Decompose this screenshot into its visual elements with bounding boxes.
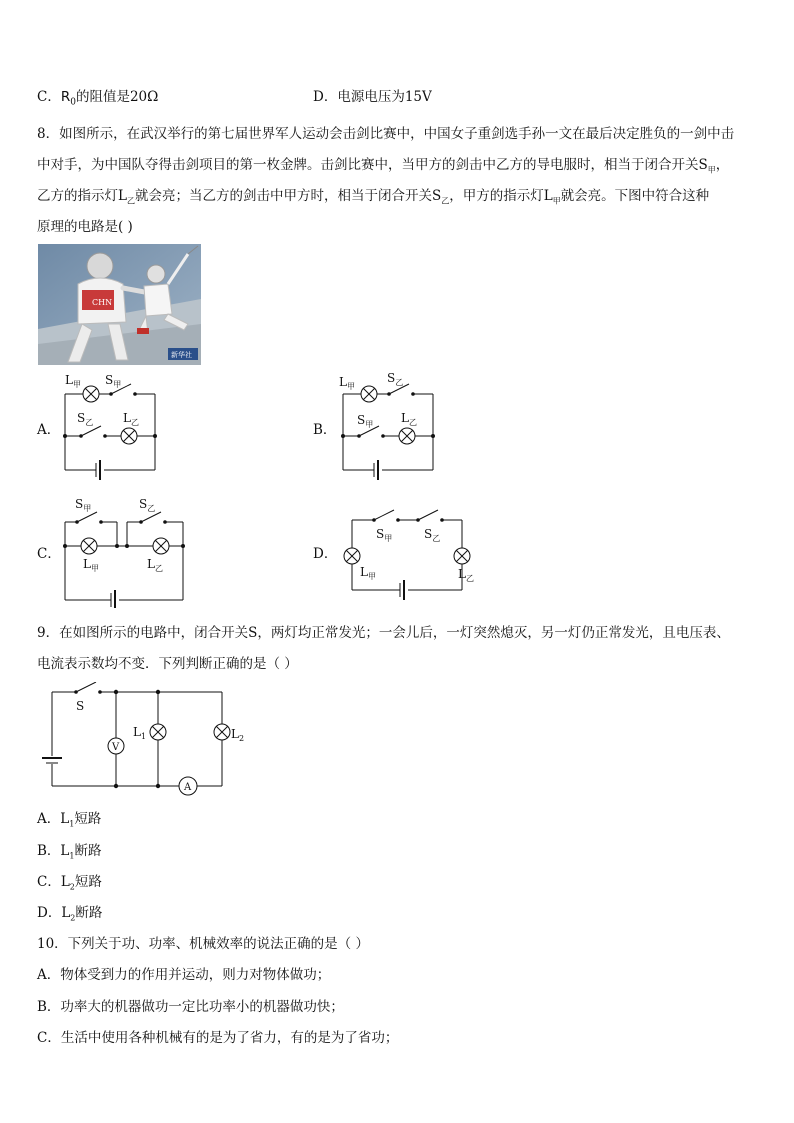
q10-stem: 10．下列关于功、功率、机械效率的说法正确的是（ ） [37,936,369,952]
q8-option-b-label[interactable]: B． [313,422,337,438]
q9-circuit [38,682,258,798]
b-switch1-label: $S_乙$ [387,371,404,387]
q10-option-c[interactable]: C．生活中使用各种机械有的是为了省力，有的是为了省功； [37,1030,399,1046]
a-lamp1-label: $L_甲$ [65,373,81,389]
d-lamp1-label: $L_甲$ [360,565,376,581]
q9-l2-label: $L_2$ [231,727,245,743]
q9-option-c[interactable]: C．$L_2$短路 [37,874,102,892]
q9-option-b[interactable]: B．$L_1$断路 [37,843,102,861]
c-switch2-label: $S_乙$ [139,497,156,513]
q9-option-a[interactable]: A．$L_1$短路 [37,811,102,829]
b-lamp1-label: $L_甲$ [339,375,355,391]
photo-watermark: 新华社 [171,351,192,359]
q8-stem-line3: 乙方的指示灯$L_乙$就会亮；当乙方的剑击中甲方时，相当于闭合开关$S_乙$，甲方的指示灯$L_甲$就会亮。下图中符合这种 [37,188,710,206]
b-switch2-label: $S_甲$ [357,413,374,429]
voltmeter-symbol: V [112,742,120,753]
q10-option-a[interactable]: A．物体受到力的作用并运动，则力对物体做功； [37,967,331,983]
q10-option-b[interactable]: B．功率大的机器做功一定比功率小的机器做功快； [37,999,344,1015]
q7-option-d: D．电源电压为15V [313,89,432,105]
q9-option-d[interactable]: D．$L_2$断路 [37,905,103,923]
c-lamp2-label: $L_乙$ [147,557,163,573]
q8-stem-line1: 8．如图所示，在武汉举行的第七届世界军人运动会击剑比赛中，中国女子重剑选手孙一文在最后决定胜负的一剑中击 [37,126,735,142]
c-switch1-label: $S_甲$ [75,497,92,513]
a-switch2-label: $S_乙$ [77,411,94,427]
d-switch2-label: $S_乙$ [424,527,441,543]
a-switch1-label: $S_甲$ [105,373,122,389]
q9-stem-line1: 9．在如图所示的电路中，闭合开关S，两灯均正常发光；一会儿后，一灯突然熄灭，另一灯仍正常发光，且电压表、 [37,625,730,641]
a-lamp2-label: $L_乙$ [123,411,139,427]
bib-text: CHN [92,298,113,307]
q7-option-c: C．$R_0$的阻值是20Ω [37,89,159,108]
q8-stem-line2: 中对手，为中国队夺得击剑项目的第一枚金牌。击剑比赛中，当甲方的剑击中乙方的导电服时，相当于闭合开关$S_甲$， [37,157,730,175]
q8-circuit-a [55,368,165,486]
d-switch1-label: $S_甲$ [376,527,393,543]
c-lamp1-label: $L_甲$ [83,557,99,573]
q8-option-c-label[interactable]: C． [37,546,61,562]
q8-stem-line4: 原理的电路是( ) [37,219,133,235]
fencing-photo [38,244,201,365]
q8-circuit-c [55,494,195,608]
q8-option-d-label[interactable]: D． [313,546,338,562]
q8-circuit-b [333,368,443,486]
q8-option-a-label[interactable]: A． [37,422,61,438]
q9-l1-label: $L_1$ [133,725,147,741]
ammeter-symbol: A [184,782,192,793]
q9-switch-label: S [76,699,85,713]
b-lamp2-label: $L_乙$ [401,411,417,427]
q8-circuit-d [338,500,488,606]
q9-stem-line2: 电流表示数均不变．下列判断正确的是（ ） [37,656,298,672]
d-lamp2-label: $L_乙$ [458,567,474,583]
